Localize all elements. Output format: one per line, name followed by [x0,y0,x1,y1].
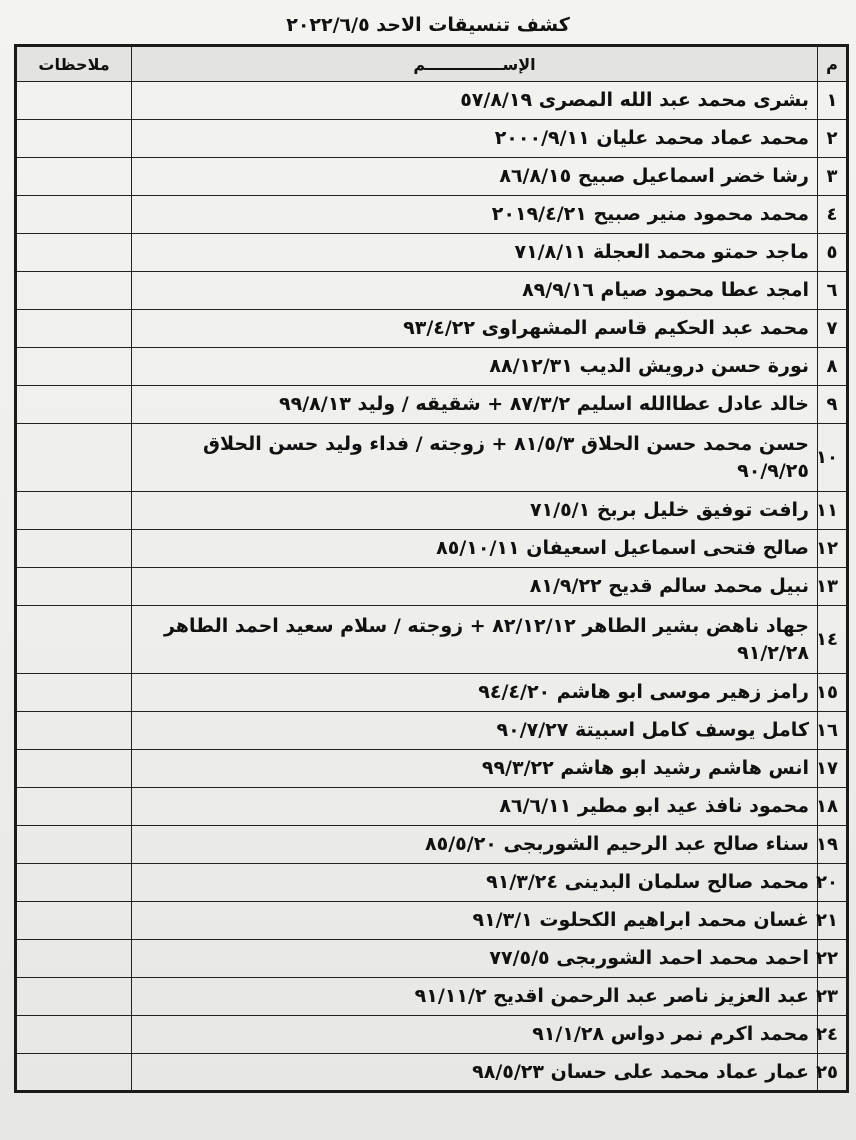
row-notes [16,750,132,788]
row-notes [16,310,132,348]
roster-table [14,44,849,1093]
row-notes [16,1054,132,1092]
row-number: ١٥ [818,674,848,712]
row-name: عبد العزيز ناصر عبد الرحمن اقديح ٩١/١١/٢ [132,978,818,1016]
table-row [16,826,848,864]
row-number: ١٤ [818,606,848,674]
row-notes [16,492,132,530]
row-notes [16,530,132,568]
table-row [16,712,848,750]
row-number: ٢١ [818,902,848,940]
table-row [16,310,848,348]
row-number: ١ [818,82,848,120]
table-row [16,606,848,674]
table-row [16,940,848,978]
table-row [16,158,848,196]
header-notes: ملاحظات [16,46,132,82]
row-number: ١٩ [818,826,848,864]
row-name: محمد اكرم نمر دواس ٩١/١/٢٨ [132,1016,818,1054]
row-notes [16,82,132,120]
table-row [16,674,848,712]
row-notes [16,674,132,712]
table-row [16,788,848,826]
row-number: ٨ [818,348,848,386]
row-name: غسان محمد ابراهيم الكحلوت ٩١/٣/١ [132,902,818,940]
row-notes [16,196,132,234]
row-notes [16,712,132,750]
table-row [16,424,848,492]
row-number: ٢٠ [818,864,848,902]
row-name: محمد عبد الحكيم قاسم المشهراوى ٩٣/٤/٢٢ [132,310,818,348]
row-number: ٢٣ [818,978,848,1016]
table-row [16,272,848,310]
row-name: انس هاشم رشيد ابو هاشم ٩٩/٣/٢٢ [132,750,818,788]
row-name: محمد صالح سلمان البدينى ٩١/٣/٢٤ [132,864,818,902]
table-row [16,978,848,1016]
table-row [16,386,848,424]
row-name: رافت توفيق خليل بربخ ٧١/٥/١ [132,492,818,530]
row-number: ١٨ [818,788,848,826]
row-name: رشا خضر اسماعيل صبيح ٨٦/٨/١٥ [132,158,818,196]
row-number: ١٢ [818,530,848,568]
row-number: ٥ [818,234,848,272]
row-name: كامل يوسف كامل اسبيتة ٩٠/٧/٢٧ [132,712,818,750]
row-name: امجد عطا محمود صيام ٨٩/٩/١٦ [132,272,818,310]
table-row [16,348,848,386]
row-notes [16,864,132,902]
row-name: نورة حسن درويش الديب ٨٨/١٢/٣١ [132,348,818,386]
table-row [16,234,848,272]
page-title: كشف تنسيقات الاحد ٢٠٢٢/٦/٥ [286,14,570,36]
table-row [16,750,848,788]
row-number: ٩ [818,386,848,424]
row-notes [16,386,132,424]
row-number: ٦ [818,272,848,310]
table-row [16,902,848,940]
row-number: ١٧ [818,750,848,788]
row-name: حسن محمد حسن الحلاق ٨١/٥/٣ + زوجته / فداء وليد حسن الحلاق ٩٠/٩/٢٥ [132,424,818,492]
table-header-row [16,46,848,82]
row-name: نبيل محمد سالم قديح ٨١/٩/٢٢ [132,568,818,606]
table-row [16,1016,848,1054]
row-number: ٢٢ [818,940,848,978]
row-number: ٤ [818,196,848,234]
row-notes [16,606,132,674]
row-name: محمد محمود منير صبيح ٢٠١٩/٤/٢١ [132,196,818,234]
row-notes [16,158,132,196]
row-notes [16,272,132,310]
row-name: رامز زهير موسى ابو هاشم ٩٤/٤/٢٠ [132,674,818,712]
row-notes [16,940,132,978]
table-row [16,530,848,568]
row-number: ١١ [818,492,848,530]
table-row [16,1054,848,1092]
row-notes [16,978,132,1016]
row-name: محمد عماد محمد عليان ٢٠٠٠/٩/١١ [132,120,818,158]
table-row [16,82,848,120]
table-row [16,864,848,902]
row-name: احمد محمد احمد الشوربجى ٧٧/٥/٥ [132,940,818,978]
table-row [16,568,848,606]
row-notes [16,424,132,492]
row-number: ٣ [818,158,848,196]
row-name: جهاد ناهض بشير الطاهر ٨٢/١٢/١٢ + زوجته / سلام سعيد احمد الطاهر ٩١/٢/٢٨ [132,606,818,674]
row-notes [16,348,132,386]
row-name: عمار عماد محمد على حسان ٩٨/٥/٢٣ [132,1054,818,1092]
row-name: ماجد حمتو محمد العجلة ٧١/٨/١١ [132,234,818,272]
row-number: ٢ [818,120,848,158]
row-notes [16,120,132,158]
header-number: م [818,46,848,82]
row-notes [16,1016,132,1054]
row-notes [16,826,132,864]
row-number: ٢٤ [818,1016,848,1054]
header-name: الإســــــــــــــم [132,46,818,82]
row-number: ١٠ [818,424,848,492]
table-row [16,196,848,234]
row-name: صالح فتحى اسماعيل اسعيفان ٨٥/١٠/١١ [132,530,818,568]
row-number: ١٦ [818,712,848,750]
table-row [16,120,848,158]
row-number: ٢٥ [818,1054,848,1092]
row-name: سناء صالح عبد الرحيم الشوربجى ٨٥/٥/٢٠ [132,826,818,864]
row-name: بشرى محمد عبد الله المصرى ٥٧/٨/١٩ [132,82,818,120]
row-number: ٧ [818,310,848,348]
row-name: خالد عادل عطاالله اسليم ٨٧/٣/٢ + شقيقه / وليد ٩٩/٨/١٣ [132,386,818,424]
row-notes [16,568,132,606]
row-number: ١٣ [818,568,848,606]
row-name: محمود نافذ عيد ابو مطير ٨٦/٦/١١ [132,788,818,826]
table-row [16,492,848,530]
row-notes [16,234,132,272]
row-notes [16,788,132,826]
row-notes [16,902,132,940]
